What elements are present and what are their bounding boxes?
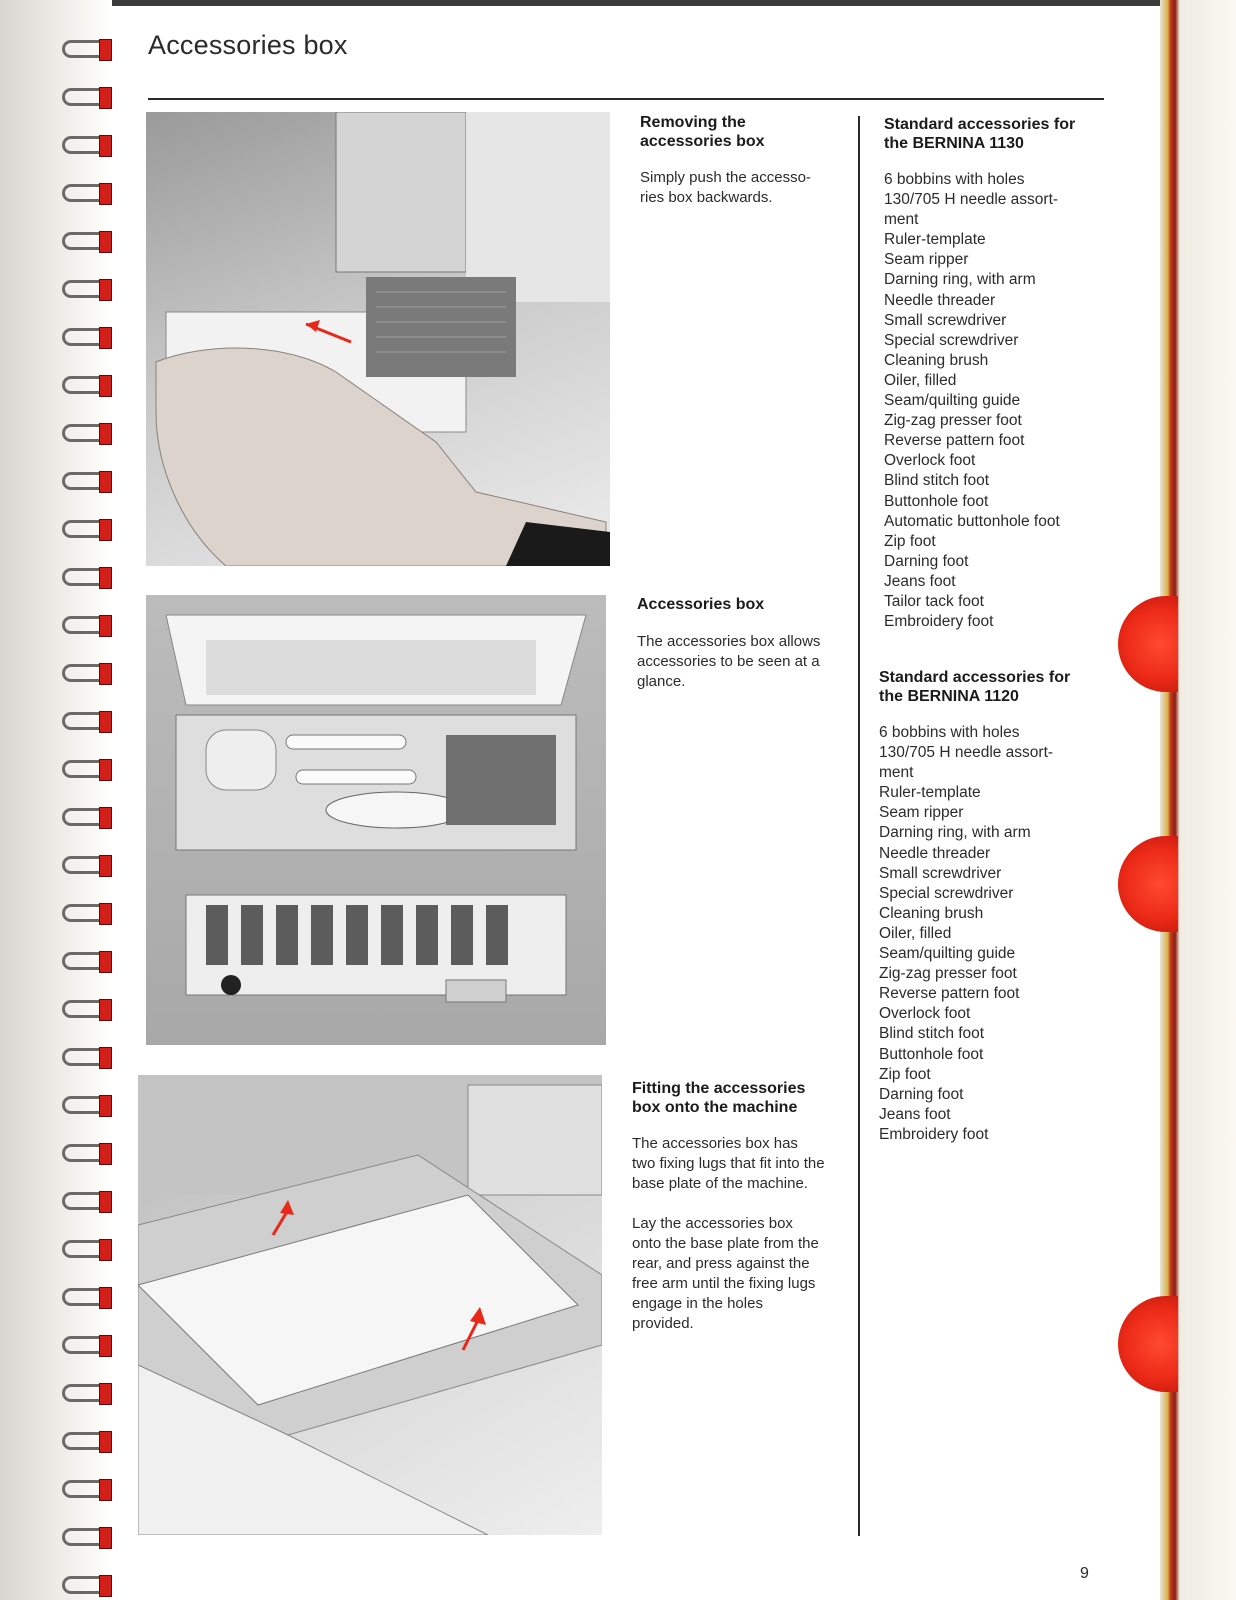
photo-fitting-box — [138, 1075, 602, 1535]
accessory-item: Darning ring, with arm — [879, 824, 1031, 842]
accessory-item: Seam/quilting guide — [879, 945, 1016, 963]
accessory-item: Overlock foot — [884, 452, 976, 470]
binding-coil — [62, 568, 108, 586]
accessory-item: Reverse pattern foot — [879, 985, 1020, 1003]
accessories-1120-heading: Standard accessories for the BERNINA 1120 — [879, 669, 1071, 705]
accessory-item: Special screwdriver — [879, 884, 1014, 902]
binding-coil — [62, 760, 108, 778]
accessory-item: Zig-zag presser foot — [879, 965, 1017, 983]
column-divider — [858, 116, 860, 1536]
accessory-item: Seam ripper — [884, 251, 969, 269]
accessories-1130-section — [884, 115, 1109, 632]
accessory-item: Tailor tack foot — [884, 592, 984, 610]
accessories-1120-section — [879, 668, 1104, 1145]
accessory-item: ment — [879, 764, 914, 782]
accessory-item: Overlock foot — [879, 1005, 971, 1023]
removing-heading: Removing the accessories box — [640, 114, 765, 150]
accessory-item: Darning foot — [884, 552, 969, 570]
accessory-item: Zip foot — [879, 1065, 931, 1083]
binding-coil — [62, 1528, 108, 1546]
box-section — [637, 595, 852, 692]
accessory-item: Automatic buttonhole foot — [884, 512, 1060, 530]
accessory-item: Darning ring, with arm — [884, 271, 1036, 289]
binding-coil — [62, 136, 108, 154]
title-divider — [148, 98, 1104, 100]
accessory-item: 130/705 H needle assort- — [879, 744, 1054, 762]
binding-coil — [62, 376, 108, 394]
accessory-item: Cleaning brush — [884, 351, 989, 369]
fitting-body-2: Lay the accessories box onto the base plate from the rear, and press against the free arm until the fixing lugs engage in the holes provided. — [632, 1215, 819, 1332]
binding-coil — [62, 664, 108, 682]
accessory-item: Embroidery foot — [884, 613, 994, 631]
binding-coil — [62, 232, 108, 250]
accessory-item: Reverse pattern foot — [884, 432, 1025, 450]
fitting-body-1: The accessories box has two fixing lugs that fit into the base plate of the machine. — [632, 1135, 825, 1192]
section-tab[interactable] — [1118, 1296, 1178, 1392]
binding-coil — [62, 1480, 108, 1498]
accessory-item: Needle threader — [884, 291, 996, 309]
accessory-item: 6 bobbins with holes — [879, 724, 1020, 741]
accessory-item: Jeans foot — [884, 572, 956, 590]
accessory-item: Needle threader — [879, 844, 991, 862]
accessory-item: Buttonhole foot — [879, 1045, 984, 1063]
binding-coil — [62, 712, 108, 730]
removing-section — [640, 113, 850, 208]
binding-coil — [62, 1384, 108, 1402]
binding-coil — [62, 520, 108, 538]
binding-coil — [62, 184, 108, 202]
accessory-item: Ruler-template — [884, 231, 986, 249]
accessory-item: Darning foot — [879, 1085, 964, 1103]
section-tab[interactable] — [1118, 836, 1178, 932]
binding-coil — [62, 1336, 108, 1354]
accessory-item: Embroidery foot — [879, 1125, 989, 1143]
accessory-item: Oiler, filled — [884, 371, 957, 389]
accessories-1130-list — [884, 170, 1109, 632]
binding-coil — [62, 328, 108, 346]
binding-coil — [62, 40, 108, 58]
accessory-item: Buttonhole foot — [884, 492, 989, 510]
binding-coil — [62, 88, 108, 106]
binding-coil — [62, 280, 108, 298]
binding-coil — [62, 1576, 108, 1594]
accessory-item: 6 bobbins with holes — [884, 171, 1025, 188]
accessory-item: Blind stitch foot — [879, 1025, 985, 1043]
accessory-item: Jeans foot — [879, 1105, 951, 1123]
binding-coil — [62, 1240, 108, 1258]
box-heading: Accessories box — [637, 596, 765, 613]
accessories-1130-heading: Standard accessories for the BERNINA 1130 — [884, 116, 1076, 152]
accessory-item: Special screwdriver — [884, 331, 1019, 349]
section-tab[interactable] — [1118, 596, 1178, 692]
binding-coil — [62, 472, 108, 490]
binding-coil — [62, 1144, 108, 1162]
accessory-item: Seam/quilting guide — [884, 392, 1021, 410]
page-number: 9 — [1080, 1565, 1089, 1582]
binding-coil — [62, 1000, 108, 1018]
binding-coil — [62, 856, 108, 874]
accessories-1120-list — [879, 723, 1104, 1145]
page-top-shadow — [112, 0, 1162, 6]
fitting-heading: Fitting the accessories box onto the machine — [632, 1080, 806, 1116]
accessory-item: Ruler-template — [879, 784, 981, 802]
spiral-binding — [0, 0, 112, 1600]
fitting-section — [632, 1079, 857, 1334]
binding-coil — [62, 904, 108, 922]
accessory-item: ment — [884, 211, 919, 229]
photo-removing-box — [146, 112, 610, 566]
binding-coil — [62, 424, 108, 442]
accessory-item: Seam ripper — [879, 804, 964, 822]
accessory-item: 130/705 H needle assort- — [884, 191, 1059, 209]
page-title: Accessories box — [148, 30, 348, 60]
accessory-item: Cleaning brush — [879, 904, 984, 922]
accessory-item: Zig-zag presser foot — [884, 412, 1022, 430]
box-body: The accessories box allows accessories to be seen at a glance. — [637, 633, 821, 690]
accessory-item: Oiler, filled — [879, 924, 952, 942]
accessory-item: Small screwdriver — [879, 864, 1002, 882]
binding-coil — [62, 1048, 108, 1066]
accessory-item: Zip foot — [884, 532, 936, 550]
binding-coil — [62, 1432, 108, 1450]
photo-accessories-box — [146, 595, 606, 1045]
binding-coil — [62, 1096, 108, 1114]
accessory-item: Blind stitch foot — [884, 472, 990, 490]
accessory-item: Small screwdriver — [884, 311, 1007, 329]
binding-coil — [62, 952, 108, 970]
removing-body: Simply push the accesso- ries box backwards. — [640, 169, 811, 206]
binding-coil — [62, 808, 108, 826]
binding-coil — [62, 1288, 108, 1306]
binding-coil — [62, 1192, 108, 1210]
binding-coil — [62, 616, 108, 634]
